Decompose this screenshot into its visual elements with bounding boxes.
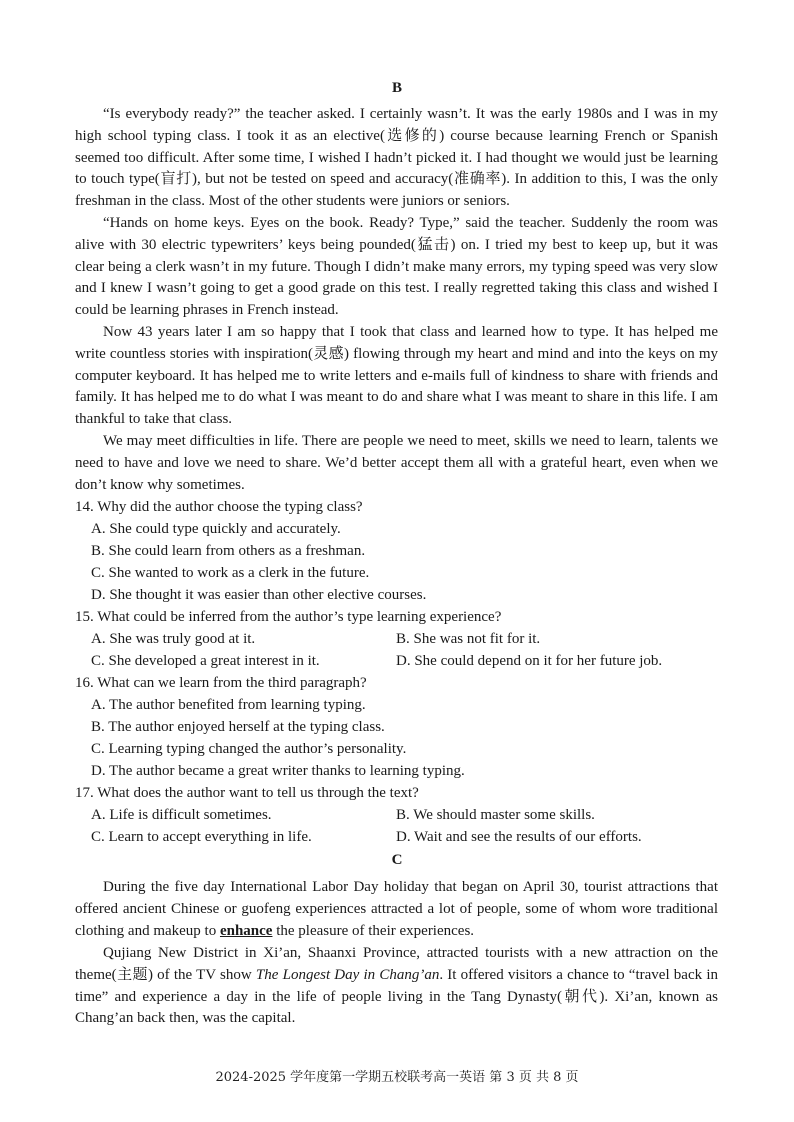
section-c-p2-text-after: . It offered visitors a chance to “travel back in time” and experience a day in the life of people living in the Tang Dynasty(朝代). Xi’an, known as Chang’an back then, was the capital.	[75, 966, 718, 1027]
section-b-paragraph-4: We may meet difficulties in life. There are people we need to meet, skills we need to learn, talents we need to have and love we need to share. We’d better accept them all with a grateful heart, even when we don’t know why sometimes.	[75, 433, 718, 493]
question-17-option-b: B. We should master some skills.	[396, 807, 595, 823]
section-c-heading: C	[391, 852, 403, 868]
section-c-p2-text-before: Qujiang New District in Xi’an, Shaanxi Province, attracted tourists with a new attraction on the theme(主题) of the TV show	[75, 945, 718, 983]
page-footer: 2024-2025 学年度第一学期五校联考高一英语 第 3 页 共 8 页	[215, 1070, 579, 1085]
question-14-option-d: D. She thought it was easier than other elective courses.	[91, 587, 427, 603]
section-b-paragraph-1: “Is everybody ready?” the teacher asked. I certainly wasn’t. It was the early 1980s and I was in my high school typing class. I took it as an elective(选修的) course because learning French or Spanish seemed too difficult. After some time, I wished I hadn’t picked it. I had thought we would just be learning to touch type(盲打), but not be tested on speed and accuracy(准确率). In addition to this, I was the only freshman in the class. Most of the other students were juniors or seniors.	[75, 106, 718, 210]
section-c-paragraph-1	[75, 877, 718, 942]
question-15-option-a: A. She was truly good at it.	[91, 631, 256, 647]
section-c-p1-text-before: During the five day International Labor Day holiday that began on April 30, tourist attractions that offered ancient Chinese or guofeng experiences attracted a lot of people, some of whom wore traditional clothing and makeup to	[75, 879, 718, 939]
question-16-option-d: D. The author became a great writer thanks to learning typing.	[91, 763, 465, 779]
section-b-paragraph-3: Now 43 years later I am so happy that I took that class and learned how to type. It has helped me write countless stories with inspiration(灵感) flowing through my heart and mind and into the keys on my computer keyboard. It has helped me to write letters and e-mails full of kindness to share with friends and family. It has helped me to do what I was meant to do and share what I was meant to share in this life. I am thankful to take that class.	[75, 324, 718, 428]
question-16-option-c: C. Learning typing changed the author’s personality.	[91, 741, 407, 757]
question-15-option-d: D. She could depend on it for her future job.	[396, 653, 663, 669]
question-15-option-c: C. She developed a great interest in it.	[91, 653, 320, 669]
question-15-option-b: B. She was not fit for it.	[396, 631, 541, 647]
question-14-option-b: B. She could learn from others as a freshman.	[91, 543, 366, 559]
section-b-paragraph-2: “Hands on home keys. Eyes on the book. Ready? Type,” said the teacher. Suddenly the room was alive with 30 electric typewriters’ keys being pounded(猛击) on. I tried my best to keep up, but it was clear being a clerk wasn’t in my future. Though I didn’t make many errors, my typing speed was very slow and I knew I wasn’t going to get a good grade on this test. I really regretted taking this class and wished I could be learning phrases in French instead.	[75, 215, 718, 319]
tv-show-title: The Longest Day in Chang’an	[255, 966, 440, 983]
question-17-stem: 17. What does the author want to tell us through the text?	[75, 785, 419, 801]
section-c-p1-text-after: the pleasure of their experiences.	[272, 922, 475, 939]
question-15-stem: 15. What could be inferred from the author’s type learning experience?	[75, 609, 502, 625]
question-16-stem: 16. What can we learn from the third paragraph?	[75, 675, 367, 691]
question-17-option-a: A. Life is difficult sometimes.	[91, 807, 272, 823]
section-c-paragraph-2	[75, 943, 718, 1030]
enhance-keyword: enhance	[219, 922, 273, 939]
question-14-option-c: C. She wanted to work as a clerk in the future.	[91, 565, 370, 581]
question-17-option-d: D. Wait and see the results of our efforts.	[396, 829, 642, 845]
question-16-option-b: B. The author enjoyed herself at the typing class.	[91, 719, 385, 735]
question-14-stem: 14. Why did the author choose the typing class?	[75, 499, 363, 515]
section-b-heading: B	[391, 80, 402, 96]
question-14-option-a: A. She could type quickly and accurately.	[91, 521, 341, 537]
question-17-option-c: C. Learn to accept everything in life.	[91, 829, 312, 845]
question-16-option-a: A. The author benefited from learning typing.	[91, 697, 366, 713]
